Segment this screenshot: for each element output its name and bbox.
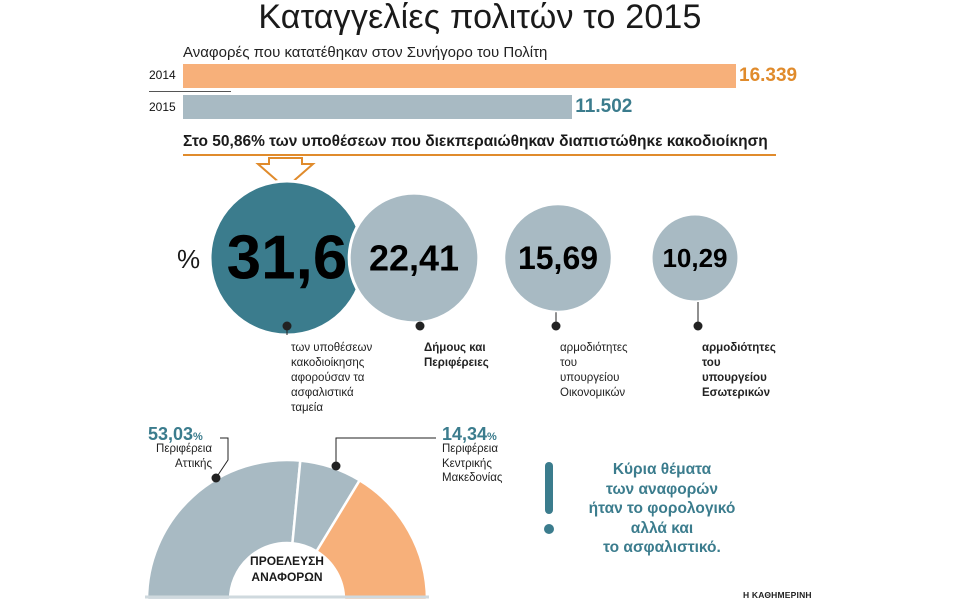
slice-attica-label-line: Αττικής <box>175 457 212 470</box>
bubble-value-3: 10,29 <box>662 243 728 273</box>
bubble-label-line: κακοδιοίκησης <box>291 357 365 369</box>
key-topics-note <box>572 460 752 558</box>
slice-attica-leader-dot <box>212 474 221 483</box>
slice-attica-leader <box>216 438 228 478</box>
bubble-label-line: του <box>702 357 721 369</box>
slice-macedonia-number: 14,34 <box>442 424 488 444</box>
note-line: ήταν το φορολογικό <box>588 500 736 517</box>
slice-macedonia-label-line: Κεντρικής <box>442 457 492 470</box>
source-credit: Η ΚΑΘΗΜΕΡΙΝΗ <box>743 590 812 600</box>
bubble-label-line: Εσωτερικών <box>702 387 770 399</box>
slice-macedonia-label-line: Μακεδονίας <box>442 472 503 484</box>
bar-value-2015: 11.502 <box>575 96 633 117</box>
slice-macedonia-label <box>442 442 502 486</box>
page-title: Καταγγελίες πολιτών το 2015 <box>258 0 702 36</box>
subtitle: Αναφορές που κατατέθηκαν στον Συνήγορο του Πολίτη <box>183 44 548 61</box>
donut-center-label: ΠΡΟΕΛΕΥΣΗ <box>250 554 324 568</box>
bubble-label-line: ταμεία <box>291 402 323 414</box>
bubble-label-line: Οικονομικών <box>560 387 626 399</box>
bubble-label-line: του <box>560 357 578 369</box>
bubble-label-line: αρμοδιότητες <box>702 342 776 354</box>
headline: Στο 50,86% των υποθέσεων που διεκπεραιώθηκαν διαπιστώθηκε κακοδιοίκηση <box>183 133 768 150</box>
donut-center-label: ΑΝΑΦΟΡΩΝ <box>251 570 323 584</box>
slice-macedonia-label-line: Περιφέρεια <box>442 443 498 455</box>
slice-macedonia-unit: % <box>487 431 497 443</box>
bar-value-2014: 16.339 <box>739 65 798 86</box>
bubble-value-1: 22,41 <box>368 237 460 279</box>
bubble-label-line: Δήμους και <box>424 342 486 354</box>
bubble-label-line: των υποθέσεων <box>291 342 373 354</box>
bubble-label-line: αρμοδιότητες <box>560 342 628 354</box>
exclamation-icon <box>540 462 558 542</box>
slice-attica-unit: % <box>193 431 203 443</box>
bubble-label-line: υπουργείου <box>702 372 767 384</box>
slice-macedonia-leader <box>336 438 436 466</box>
bubble-label-line: αφορούσαν τα <box>291 372 365 384</box>
slice-attica-label-line: Περιφέρεια <box>156 443 212 455</box>
bubble-label-line: υπουργείου <box>560 372 620 384</box>
note-line: των αναφορών <box>605 480 719 498</box>
bubble-value-0: 31,6 <box>226 223 348 293</box>
slice-macedonia-leader-dot <box>332 462 341 471</box>
note-line: το ασφαλιστικό. <box>603 539 721 556</box>
note-line: αλλά και <box>630 519 694 537</box>
bubble-label-line: ασφαλιστικά <box>291 387 354 399</box>
year-label-2015: 2015 <box>149 100 176 114</box>
percent-symbol: % <box>177 244 201 274</box>
bubble-label-line: Περιφέρειες <box>424 357 489 369</box>
year-label-2014: 2014 <box>149 68 176 82</box>
note-line: Κύρια θέματα <box>612 461 712 478</box>
bubble-value-2: 15,69 <box>517 240 599 276</box>
slice-attica-label <box>142 442 212 471</box>
slice-attica-number: 53,03 <box>148 424 194 444</box>
